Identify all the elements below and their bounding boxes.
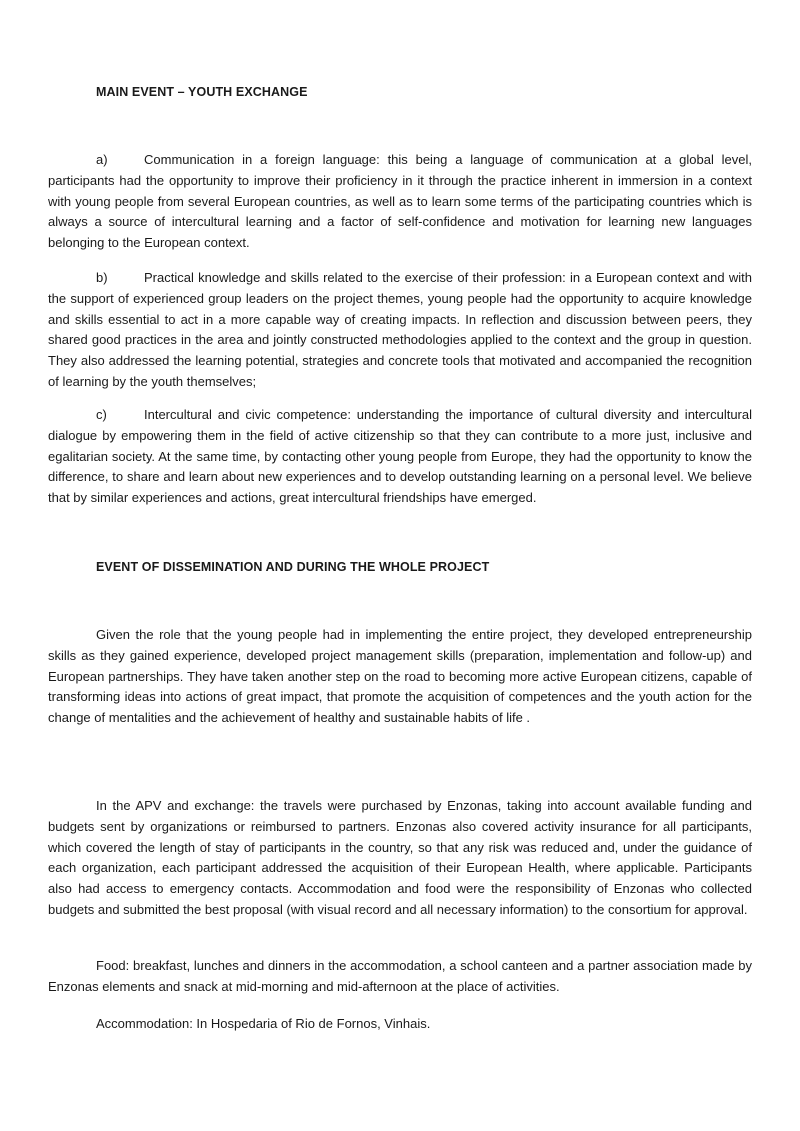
section-heading-dissemination: EVENT OF DISSEMINATION AND DURING THE WHOLE PROJECT <box>96 560 490 574</box>
list-item-b <box>48 268 752 393</box>
list-item-c <box>48 405 752 509</box>
document-page <box>48 0 752 1131</box>
list-item-text-c: Intercultural and civic competence: understanding the importance of cultural diversity and intercultural dialogue by empowering them in the field of active citizenship so that they can contribute to a more just, inclusive and egalitarian society. At the same time, by contacting other young people from Europe, they had the opportunity to know the difference, to share and learn about new experiences and to develop outstanding learning on a personal level. We believe that by similar experiences and actions, great intercultural friendships have emerged. <box>48 407 752 506</box>
paragraph-accommodation: Accommodation: In Hospedaria of Rio de Fornos, Vinhais. <box>96 1016 431 1031</box>
paragraph-food: Food: breakfast, lunches and dinners in the accommodation, a school canteen and a partner association made by Enzonas elements and snack at mid-morning and mid-afternoon at the place of activities. <box>48 958 752 994</box>
list-item-a <box>48 150 752 254</box>
paragraph-apv-exchange: In the APV and exchange: the travels were purchased by Enzonas, taking into account available funding and budgets sent by organizations or reimbursed to partners. Enzonas also covered activity insurance for all participants, which covered the length of stay of participants in the country, so that any risk was reduced and, under the guidance of each organization, each participant addressed the acquisition of their European Health, where applicable. Participants also had access to emergency contacts. Accommodation and food were the responsibility of Enzonas who collected budgets and submitted the best proposal (with visual record and all necessary information) to the consortium for approval. <box>48 798 752 917</box>
list-marker-b: b) <box>96 270 108 285</box>
list-item-text-a: Communication in a foreign language: this being a language of communication at a global level, participants had the opportunity to improve their proficiency in it through the practice inherent in immersion in a context with young people from several European countries, as well as to learn some terms of the participating countries which is always a source of intercultural learning and a factor of self-confidence and motivation for learning new languages belonging to the European context. <box>48 152 752 251</box>
list-marker-a: a) <box>96 152 108 167</box>
list-item-text-b: Practical knowledge and skills related to the exercise of their profession: in a European context and with the support of experienced group leaders on the project themes, young people had the opportunity to acquire knowledge and skills essential to act in a more capable way of creating impacts. In reflection and discussion between peers, they shared good practices in the area and jointly constructed methodologies applied to the context and the group in question. They also addressed the learning potential, strategies and concrete tools that motivated and accompanied the recognition of learning by the youth themselves; <box>48 270 752 389</box>
list-marker-c: c) <box>96 407 107 422</box>
paragraph-project-role: Given the role that the young people had in implementing the entire project, they developed entrepreneurship skills as they gained experience, developed project management skills (preparation, implementation and follow-up) and European partnerships. They have taken another step on the road to becoming more active European citizens, capable of transforming ideas into actions of great impact, that promote the acquisition of competences and the youth action for the change of mentalities and the achievement of healthy and sustainable habits of life . <box>48 627 752 726</box>
section-heading-main-event: MAIN EVENT – YOUTH EXCHANGE <box>96 85 308 99</box>
